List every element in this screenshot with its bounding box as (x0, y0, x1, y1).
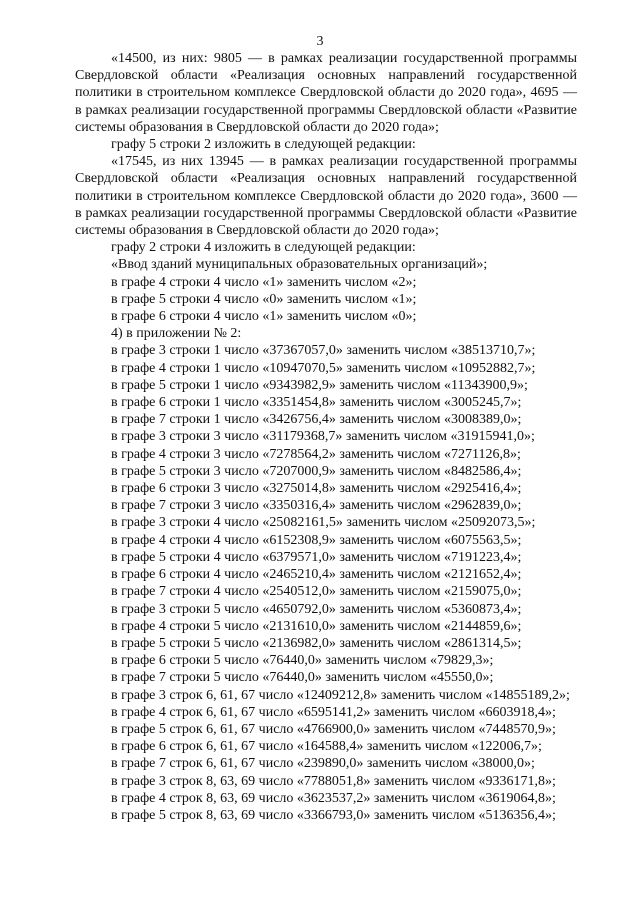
text-line: в графе 6 строки 4 число «2465210,4» заменить числом «2121652,4»; (111, 567, 522, 583)
text-line: в графе 6 строки 3 число «3275014,8» заменить числом «2925416,4»; (111, 481, 522, 497)
text-line: в графе 5 строк 6, 61, 67 число «4766900,0» заменить числом «7448570,9»; (111, 721, 556, 737)
paragraph: «17545, из них 13945 — в рамках реализации государственной программы Свердловской области «Реализация основных направлений государственной политики в строительном комплексе Свердловской области до 2020 года», 3600 — в рамках реализации государственной программы Свердловской области «Развитие системы образования в Свердловской области до 2020 года»; (75, 154, 577, 239)
text-line: в графе 4 строк 6, 61, 67 число «6595141,2» заменить числом «6603918,4»; (111, 704, 556, 720)
document-body (75, 50, 577, 824)
text-line: в графе 3 строки 4 число «25082161,5» заменить числом «25092073,5»; (111, 515, 536, 531)
text-line: в графе 3 строки 1 число «37367057,0» заменить числом «38513710,7»; (111, 343, 536, 359)
text-line: в графе 5 строки 5 число «2136982,0» заменить числом «2861314,5»; (111, 635, 522, 651)
text-line: в графе 4 строки 3 число «7278564,2» заменить числом «7271126,8»; (111, 446, 521, 462)
text-line: в графе 6 строк 6, 61, 67 число «164588,4» заменить числом «122006,7»; (111, 739, 542, 755)
text-line: в графе 5 строки 1 число «9343982,9» заменить числом «11343900,9»; (111, 377, 528, 393)
text-line: в графе 3 строк 6, 61, 67 число «12409212,8» заменить числом «14855189,2»; (111, 687, 570, 703)
text-line: в графе 3 строк 8, 63, 69 число «7788051,8» заменить числом «9336171,8»; (111, 773, 556, 789)
text-line: в графе 5 строк 8, 63, 69 число «3366793,0» заменить числом «5136356,4»; (111, 807, 556, 823)
paragraph: графу 5 строки 2 изложить в следующей редакции: (111, 137, 416, 153)
text-line: в графе 5 строки 3 число «7207000,9» заменить числом «8482586,4»; (111, 463, 522, 479)
text-line: в графе 6 строки 1 число «3351454,8» заменить числом «3005245,7»; (111, 395, 522, 411)
text-line: в графе 3 строки 3 число «31179368,7» заменить числом «31915941,0»; (111, 429, 535, 445)
text-line: в графе 5 строки 4 число «6379571,0» заменить числом «7191223,4»; (111, 549, 522, 565)
text-line: в графе 4 строк 8, 63, 69 число «3623537,2» заменить числом «3619064,8»; (111, 790, 556, 806)
text-line: в графе 7 строки 1 число «3426756,4» заменить числом «3008389,0»; (111, 412, 522, 428)
text-line: «Ввод зданий муниципальных образовательных организаций»; (111, 257, 488, 273)
section-heading: 4) в приложении № 2: (111, 326, 242, 342)
text-line: в графе 7 строки 3 число «3350316,4» заменить числом «2962839,0»; (111, 498, 522, 514)
text-line: в графе 6 строки 5 число «76440,0» заменить числом «79829,3»; (111, 653, 494, 669)
text-line: в графе 7 строки 5 число «76440,0» заменить числом «45550,0»; (111, 670, 494, 686)
text-line: в графе 7 строк 6, 61, 67 число «239890,0» заменить числом «38000,0»; (111, 756, 535, 772)
text-line: в графе 4 строки 5 число «2131610,0» заменить числом «2144859,6»; (111, 618, 522, 634)
text-line: в графе 4 строки 1 число «10947070,5» заменить числом «10952882,7»; (111, 360, 536, 376)
page-number: 3 (316, 34, 324, 49)
paragraph: «14500, из них: 9805 — в рамках реализации государственной программы Свердловской области «Реализация основных направлений государственной политики в строительном комплексе Свердловской области до 2020 года», 4695 — в рамках реализации государственной программы Свердловской области «Развитие системы образования в Свердловской области до 2020 года»; (75, 51, 577, 135)
text-line: в графе 7 строки 4 число «2540512,0» заменить числом «2159075,0»; (111, 584, 522, 600)
paragraph: графу 2 строки 4 изложить в следующей редакции: (111, 240, 416, 256)
text-line: в графе 4 строки 4 число «6152308,9» заменить числом «6075563,5»; (111, 532, 522, 548)
text-line: в графе 3 строки 5 число «4650792,0» заменить числом «5360873,4»; (111, 601, 522, 617)
text-line: в графе 5 строки 4 число «0» заменить числом «1»; (111, 291, 417, 307)
text-line: в графе 4 строки 4 число «1» заменить числом «2»; (111, 274, 417, 290)
text-line: в графе 6 строки 4 число «1» заменить числом «0»; (111, 309, 417, 325)
